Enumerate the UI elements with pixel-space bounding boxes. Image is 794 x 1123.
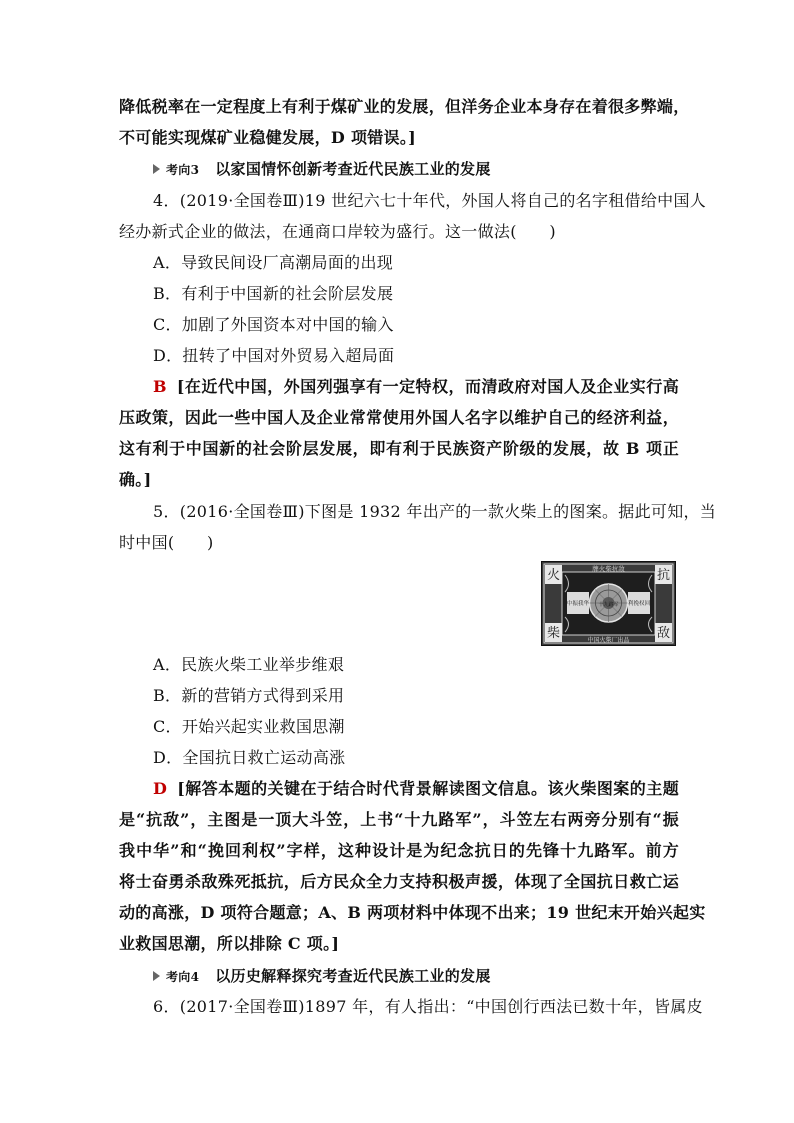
section3-label: 考向3 [166, 163, 200, 177]
q5-option-d: D．全国抗日救亡运动高涨 [153, 748, 346, 767]
section4-title: 以历史解释探究考查近代民族工业的发展 [215, 967, 491, 985]
section3-title: 以家国情怀创新考查近代民族工业的发展 [215, 160, 491, 178]
corner-char-bottom-right: 敌 [656, 626, 671, 641]
q5-option-b: B．新的营销方式得到采用 [153, 686, 345, 705]
q5-explanation-line-2: 是“抗敌”，主图是一顶大斗笠，上书“十九路军”，斗笠左右两旁分别有“振 [119, 810, 679, 829]
q5-stem-line-1: 5．(2016·全国卷Ⅲ)下图是 1932 年出产的一款火柴上的图案。据此可知，当 [153, 502, 717, 521]
q5-stem-line-2: 时中国( ) [119, 533, 214, 552]
label-left-text: 中振我华 [566, 601, 590, 607]
label-center-text: 十九路军 [598, 602, 619, 608]
q4-option-b: B．有利于中国新的社会阶层发展 [153, 284, 394, 303]
q5-explanation-line-3: 我中华”和“挽回利权”字样，这种设计是为纪念抗日的先锋十九路军。前方 [119, 841, 679, 860]
q4-explanation-line-4: 确。] [119, 470, 152, 489]
q5-option-c: C．开始兴起实业救国思潮 [153, 717, 345, 736]
q4-option-a: A．导致民间设厂高潮局面的出现 [153, 253, 394, 272]
q4-explanation-line-1: B [在近代中国，外国列强享有一定特权，而清政府对国人及企业实行高 [153, 377, 679, 396]
q5-answer: D [153, 779, 168, 798]
q4-option-c: C．加剧了外国资本对中国的输入 [153, 315, 394, 334]
q4-explanation-line-3: 这有利于中国新的社会阶层发展，即有利于民族资产阶级的发展，故 B 项正 [119, 439, 679, 458]
q4-explanation-line-2: 压政策，因此一些中国人及企业常常使用外国人名字以维护自己的经济利益， [119, 408, 679, 427]
q5-explanation-line-4: 将士奋勇杀敌殊死抵抗，后方民众全力支持积极声援，体现了全国抗日救亡运 [119, 872, 679, 891]
q5-explanation-line-6: 业救国思潮，所以排除 C 项。] [119, 934, 340, 953]
q4-answer: B [153, 377, 167, 396]
corner-char-top-right: 抗 [656, 568, 671, 583]
section4-heading [153, 965, 713, 988]
label-top-text: 牌火柴抗敌 [592, 565, 625, 573]
label-bottom-text: 中国火柴厂出品 [587, 637, 630, 644]
q5-option-a: A．民族火柴工业举步维艰 [153, 655, 345, 674]
label-right-text: 利挽权回 [627, 601, 651, 607]
q4-option-d: D．扭转了中国对外贸易入超局面 [153, 346, 395, 365]
matchbox-label-drawing [542, 562, 675, 645]
corner-char-top-left: 火 [546, 568, 561, 583]
q6-stem-line-1: 6．(2017·全国卷Ⅲ)1897 年，有人指出：“中国创行西法已数十年，皆属皮 [153, 997, 703, 1016]
q5-explanation-line-1: D [解答本题的关键在于结合时代背景解读图文信息。该火柴图案的主题 [153, 779, 679, 798]
q5-explanation-line-5: 动的高涨，D 项符合题意；A、B 两项材料中体现不出来；19 世纪末开始兴起实 [119, 903, 706, 922]
intro-line-1: 降低税率在一定程度上有利于煤矿业的发展，但洋务企业本身存在着很多弊端， [119, 97, 690, 116]
corner-char-bottom-left: 柴 [546, 626, 561, 641]
intro-line-2: 不可能实现煤矿业稳健发展，D 项错误。] [119, 128, 417, 147]
triangle-marker-icon [153, 164, 160, 174]
q4-stem-line-1: 4．(2019·全国卷Ⅲ)19 世纪六七十年代，外国人将自己的名字租借给中国人 [153, 191, 707, 210]
section4-label: 考向4 [166, 970, 200, 984]
triangle-marker-icon [153, 971, 160, 981]
matchbox-label-image [541, 561, 676, 646]
section3-heading [153, 158, 713, 181]
q4-stem-line-2: 经办新式企业的做法，在通商口岸较为盛行。这一做法( ) [119, 222, 556, 241]
